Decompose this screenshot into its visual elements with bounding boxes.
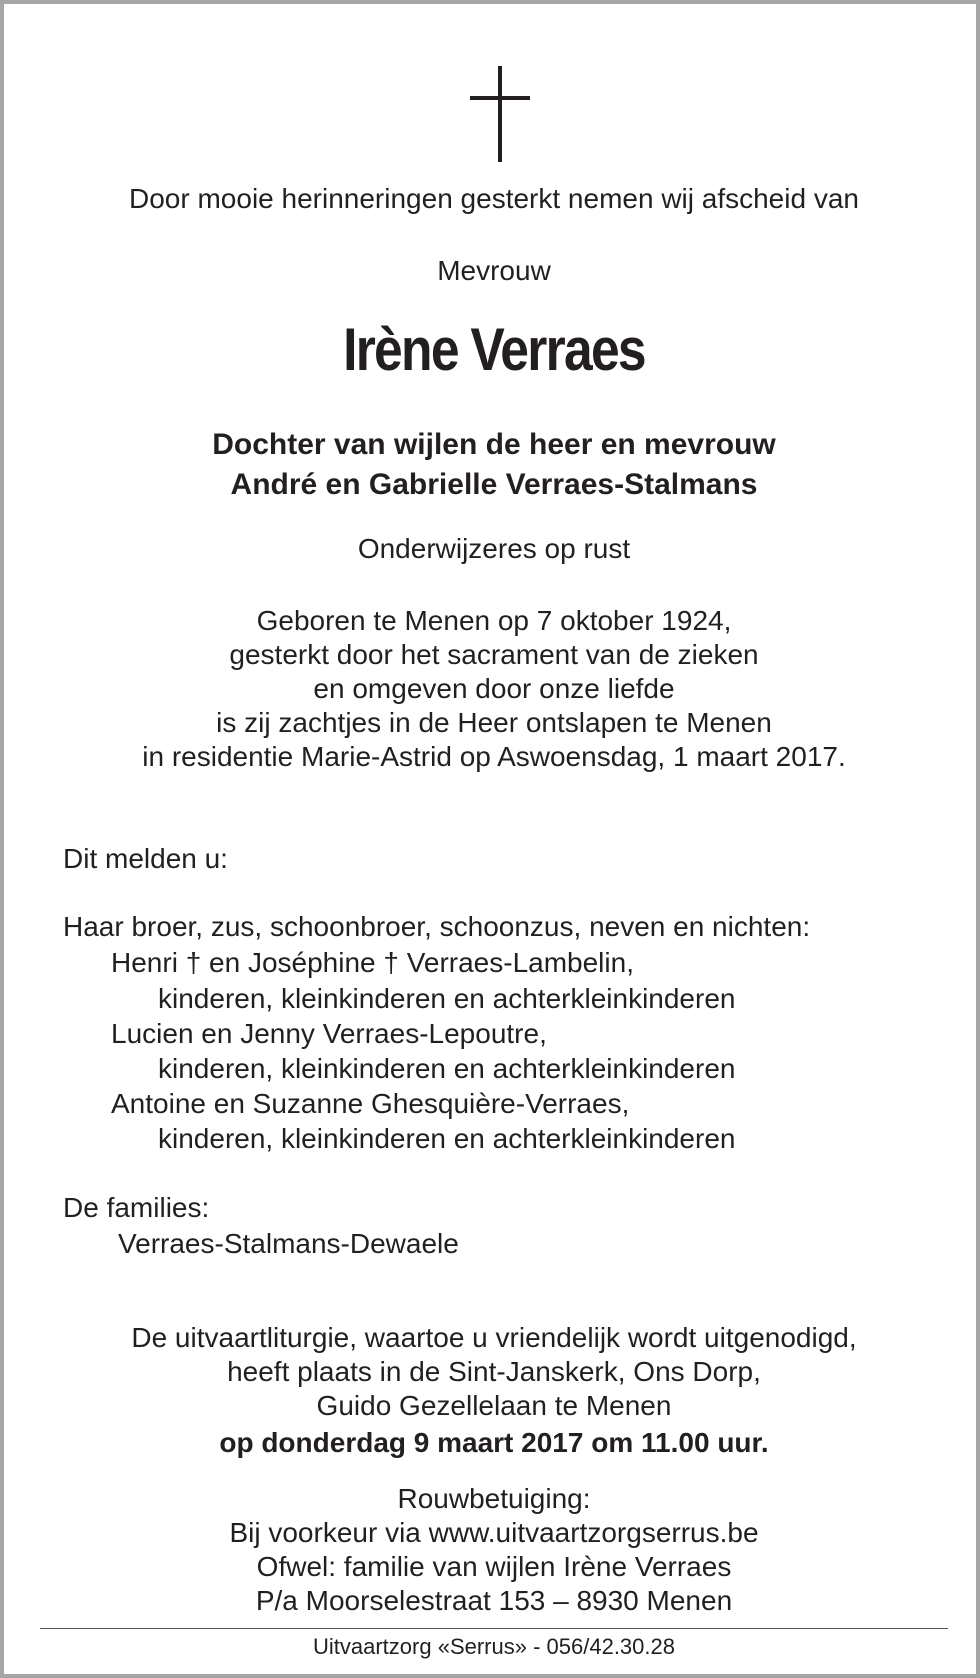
funeral-datetime: op donderdag 9 maart 2017 om 11.00 uur. [219, 1427, 769, 1458]
relative-line: Henri † en Joséphine † Verraes-Lambelin, [111, 947, 634, 978]
relative-line: Lucien en Jenny Verraes-Lepoutre, [111, 1018, 547, 1049]
biography-line: in residentie Marie-Astrid op Aswoensdag, 1 maart 2017. [142, 741, 846, 772]
biography-line: gesterkt door het sacrament van de zieken [229, 639, 759, 670]
intro-text: Door mooie herinneringen gesterkt nemen wij afscheid van [129, 183, 859, 214]
parents-line-2: André en Gabrielle Verraes-Stalmans [230, 468, 758, 501]
funeral-line: Guido Gezellelaan te Menen [316, 1390, 672, 1421]
cross-icon [470, 66, 530, 162]
relative-line: kinderen, kleinkinderen en achterkleinkinderen [158, 1123, 736, 1154]
condolences [4, 1482, 980, 1618]
deceased-name: Irène Verraes [343, 316, 645, 383]
families-heading: De families: [63, 1192, 210, 1223]
relative-line: Antoine en Suzanne Ghesquière-Verraes, [111, 1088, 630, 1119]
footer-divider [40, 1628, 948, 1629]
condolences-heading: Rouwbetuiging: [397, 1483, 591, 1514]
biography-line: Geboren te Menen op 7 oktober 1924, [256, 605, 732, 636]
biography [4, 604, 980, 774]
funeral-details [4, 1321, 980, 1423]
families-names: Verraes-Stalmans-Dewaele [118, 1228, 459, 1259]
condolences-line: Bij voorkeur via www.uitvaartzorgserrus.be [229, 1517, 759, 1548]
parents-line-1: Dochter van wijlen de heer en mevrouw [212, 428, 776, 461]
condolences-line: Ofwel: familie van wijlen Irène Verraes [256, 1551, 732, 1582]
funeral-line: heeft plaats in de Sint-Janskerk, Ons Dorp, [227, 1356, 761, 1387]
biography-line: en omgeven door onze liefde [313, 673, 675, 704]
salutation: Mevrouw [437, 255, 551, 286]
occupation: Onderwijzeres op rust [357, 533, 631, 564]
condolences-line: P/a Moorselestraat 153 – 8930 Menen [255, 1585, 733, 1616]
relative-line: kinderen, kleinkinderen en achterkleinkinderen [158, 983, 736, 1014]
announcement-intro: Dit melden u: [63, 843, 228, 874]
relative-line: kinderen, kleinkinderen en achterkleinkinderen [158, 1053, 736, 1084]
funeral-line: De uitvaartliturgie, waartoe u vriendelijk wordt uitgenodigd, [131, 1322, 857, 1353]
relatives-heading: Haar broer, zus, schoonbroer, schoonzus, neven en nichten: [63, 911, 811, 942]
biography-line: is zij zachtjes in de Heer ontslapen te Menen [216, 707, 772, 738]
funeral-home-footer: Uitvaartzorg «Serrus» - 056/42.30.28 [313, 1634, 675, 1659]
